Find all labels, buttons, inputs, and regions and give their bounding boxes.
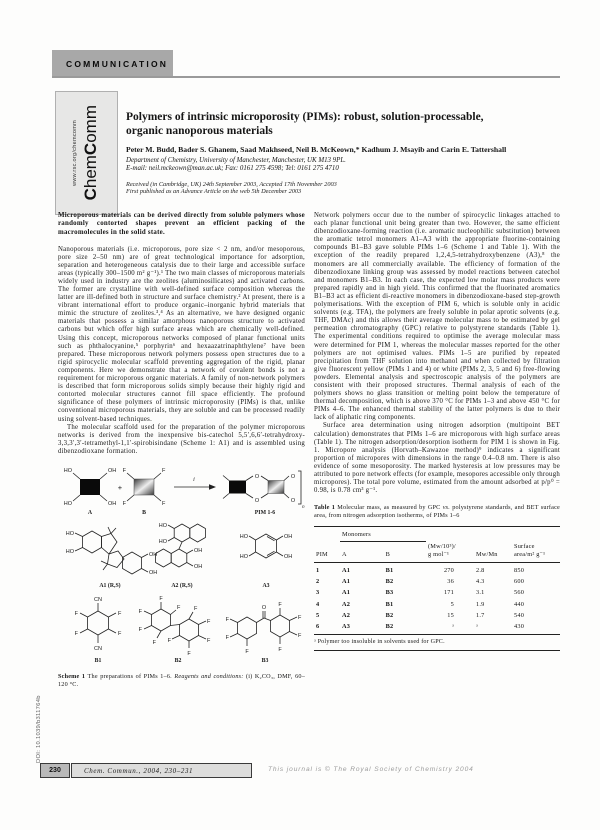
page-number-box: 230 <box>40 763 70 778</box>
atom-label: F <box>225 616 229 623</box>
atom-label: F <box>167 637 171 644</box>
atom-label: HO <box>63 467 72 474</box>
atom-label: F <box>118 630 122 637</box>
atom-label: OH <box>194 547 203 554</box>
atom-label: F <box>118 610 122 617</box>
logo-letter: omm <box>81 105 100 144</box>
cell-pim: 1 <box>316 566 320 574</box>
cell-b: B3 <box>385 589 394 597</box>
cell-area: 850 <box>514 566 525 574</box>
article-header <box>126 111 560 196</box>
scheme-caption-label: Scheme 1 <box>58 672 86 680</box>
structure-a3-tetrahydroxybenzene <box>240 534 293 589</box>
structure-label-a: A <box>87 509 93 516</box>
structure-label-b1: B1 <box>94 657 102 664</box>
cell-pim: 2 <box>316 578 320 586</box>
logo-letter: C <box>81 188 100 201</box>
cell-a: A2 <box>342 611 351 619</box>
atom-label: F <box>225 634 229 641</box>
cell-mw: 270 <box>443 566 454 574</box>
atom-label: F <box>74 630 78 637</box>
cell-area: 440 <box>514 600 525 608</box>
communication-kicker-tab: COMMUNICATION <box>52 50 173 78</box>
atom-label: CN <box>94 645 102 652</box>
table-row <box>314 577 560 588</box>
cell-pdi: 2.8 <box>476 566 485 574</box>
atom-label: HO <box>65 548 74 555</box>
cell-b: B1 <box>385 600 394 608</box>
cell-a: A1 <box>342 566 351 574</box>
table-header-spacer <box>474 526 512 541</box>
table-header-area-line2: area/m² g⁻¹ <box>514 550 546 558</box>
structure-b2-decafluorobiphenyl <box>139 596 211 664</box>
structure-a2-binaphthyl <box>156 523 206 589</box>
header-rule <box>52 76 560 78</box>
doi-vertical-text: DOI: 10.1039/b311764b <box>36 695 42 763</box>
atom-label: HO <box>239 553 248 560</box>
structure-label-pim: PIM 1-6 <box>254 509 276 516</box>
atom-label: OH <box>194 563 203 570</box>
cell-a: A1 <box>342 578 351 586</box>
body-paragraph: Network polymers occur due to the number of spirocyclic linkages attached to each planar functional unit being greater than two. However, the same efficient dibenzodioxane-forming reaction (i.e. aromatic nucleophilic substitution) between the aromatic tetrol monomers A1–A3 with the appropriate fluorine-containing compounds B1–B3 gave soluble PIMs 1–6 (Scheme 1 and Table 1). With the exception of the readily prepared 1,2,4,5-tetrahydroxybenzene (A3),⁸ the monomers are all commercially available. The efficiency of formation of the dibenzodioxane linking group was assessed by model reactions between catechol and monomers B1–B3. In each case, the expected low molar mass products were prepared rapidly and in high yield. This confirmed that the fluorinated aromatics B1–B3 act as efficient di-reactive monomers in dibenzodioxane-based step-growth polymerisations. With the exception of PIM 6, which is soluble only in acidic solvents (e.g. TFA), the polymers are freely soluble in polar aprotic solvents (e.g. THF, DMAc) and this allows their average molecular mass to be estimated by gel permeation chromatography (GPC) relative to polystyrene standards (Table 1). The experimental conditions required to optimise the average molecular mass were determined for PIM 1, whereas the molecular masses reported for the other polymers are not optimised values. PIMs 1–5 are purified by repeated precipitation from THF solution into methanol and when collected by filtration give fluorescent yellow (PIMs 1 and 4) or white (PIMs 2, 3, 5 and 6) free-flowing powders. Elemental analysis and spectroscopic analysis of the polymers are consistent with their proposed structures. Thermal analysis of each of the polymers shows no glass transition or melting point below the temperature of thermal decomposition, which is above 370 °C for PIMs 1–3 and above 450 °C for PIMs 4–6. The enhanced thermal stability of the latter polymers is due to their lack of aliphatic ring components. <box>314 212 560 422</box>
cell-mw: 15 <box>447 611 454 619</box>
journal-url: www.rsc.org/chemcomm <box>72 120 78 186</box>
cell-pdi: 1.7 <box>476 611 485 619</box>
journal-copyright-note: This journal is © The Royal Society of Chemistry 2004 <box>268 766 474 773</box>
chemcomm-logo <box>55 91 118 215</box>
cell-mw: 36 <box>447 578 454 586</box>
cell-pdi: 4.3 <box>476 578 485 586</box>
table-caption-text: polystyrene standards, and BET surface area, from nitrogen adsorption isotherms, of PIMs 1–6 <box>314 504 560 520</box>
body-paragraph: Nanoporous materials (i.e. microporous, pore size < 2 nm, and/or mesoporous, pore size 2–50 nm) are of great technological importance for adsorption, separation and heterogeneous catalysis due to their large and accessible surface areas (typically 300–1500 m² g⁻¹).¹ The two main classes of microporous materials widely used in industry are the zeolites (aluminosilicates) and activated carbons. The former are crystalline with well-defined surface composition whereas the latter are ill-defined both in structure and surface chemistry.² At present, there is a vibrant international effort to produce organic–inorganic hybrid materials that mimic the structure of zeolites.³,⁴ As an alternative, we have designed organic materials that possess a similar amorphous nanoporous structure to activated carbons but which offer high surface areas which are chemically well-defined. Using this concept, microporous networks composed of planar functional units such as phthalocyanine,⁵ porphyrin⁶ and hexaazatrinaphthylene⁷ have been prepared. These microporous network polymers possess open structures due to a rigid spirocyclic molecular scaffold preventing aggregation of the rigid, planar components. Here we demonstrate that a network of covalent bonds is not a requirement for microporous organic materials. A family of non-network polymers is described that form microporous solids simply because their highly rigid and contorted molecular structures cannot fill space efficiently. The profound significance of these polymers of intrinsic microporosity (PIMs) is that, unlike conventional microporous materials, they are soluble and can be processed readily using solvent-based techniques. <box>58 245 305 423</box>
atom-label: OH <box>108 500 117 507</box>
structure-label-b3: B3 <box>261 657 269 664</box>
atom-label: F <box>138 608 142 615</box>
scheme-b-monomers-row <box>58 590 305 668</box>
table-header-a: A <box>340 541 384 562</box>
published-line: First published as an Advance Article on the web 5th December 2003 <box>126 188 302 196</box>
body-paragraph: Surface area determination using nitrogen adsorption (multipoint BET calculation) demonstrates that PIMs 1–6 are microporous with high surface areas (Table 1). The nitrogen adsorption/desorption isotherm for PIM 1 is shown in Fig. 1. Micropore analysis (Horvath–Kawazoe method)⁹ indicates a significant proportion of micropores with dimensions in the range 0.4–0.8 nm. There is also evidence of some mesoporosity. The marked hysteresis at low pressures may be attributed to pore network effects (for example, mesopores accessible only through micropores). The total pore volume, estimated from the amount adsorbed at p/p⁰ = 0.98, is 0.78 cm³ g⁻¹. <box>314 422 560 495</box>
atom-label: F <box>122 467 126 474</box>
atom-label: OH <box>284 553 293 560</box>
atom-label: CN <box>94 596 102 603</box>
atom-label: F <box>152 639 156 646</box>
cell-area: 430 <box>512 622 560 635</box>
table-row <box>314 588 560 599</box>
atom-label: O <box>290 473 296 480</box>
structure-a1-spirobisindane <box>66 527 158 589</box>
structure-label-a3: A3 <box>262 582 270 589</box>
table-header-spacer <box>512 526 560 541</box>
cell-pim: 3 <box>316 589 320 597</box>
title-line-1: Polymers of intrinsic microporosity (PIMs): robust, solution-processable, <box>126 111 484 123</box>
table-caption-vs: vs. <box>442 504 451 512</box>
atom-label: F <box>187 650 191 657</box>
structure-label-a2: A2 (R,S) <box>171 582 193 589</box>
atom-label: F <box>138 626 142 633</box>
atom-label: F <box>207 637 211 644</box>
atom-label: O <box>261 604 267 611</box>
atom-label: F <box>162 500 166 507</box>
table-1 <box>314 526 560 651</box>
cell-mw: 171 <box>443 589 454 597</box>
cell-b: B2 <box>385 611 394 619</box>
logo-letter: C <box>81 143 100 156</box>
cell-a: A2 <box>342 600 351 608</box>
table-header-mw-line1: (Mw/10³)/ <box>428 542 456 550</box>
table-header-spacer <box>314 526 340 541</box>
table-header-pim: PIM <box>314 541 340 562</box>
atom-label: F <box>162 467 166 474</box>
cell-b: B1 <box>385 566 394 574</box>
atom-label: F <box>74 610 78 617</box>
journal-logo-text <box>81 105 101 200</box>
cell-pdi: 1.9 <box>476 600 485 608</box>
atom-label: O <box>290 497 296 504</box>
body-paragraph: The molecular scaffold used for the preparation of the polymer microporous networks is derived from the inexpensive bis-catechol 5,5′,6,6′-tetrahydroxy-3,3,3′,3′-tetramethyl-1,1′-spirobisindane (Scheme 1: A1) and is assembled using dibenzodioxane formation. <box>58 423 305 455</box>
atom-label: OH <box>108 467 117 474</box>
atom-label: F <box>122 500 126 507</box>
structure-b1-tetrafluoroterephthalonitrile <box>75 597 122 664</box>
author-list: Peter M. Budd, Bader S. Ghanem, Saad Makhseed, Neil B. McKeown,* Kadhum J. Msayib and Carin E. Tattershall <box>126 145 507 154</box>
atom-label: F <box>278 646 282 653</box>
atom-label: F <box>194 605 198 612</box>
table-header-area-line1: Surface <box>514 542 535 550</box>
contact-line: E-mail: neil.mckeown@man.ac.uk; Fax: 0161 275 4598; Tel: 0161 275 4710 <box>126 165 339 173</box>
reaction-condition-label: i <box>193 476 195 483</box>
structure-label-b2: B2 <box>174 657 182 664</box>
affiliation: Department of Chemistry, University of Manchester, Manchester, UK M13 9PL. <box>126 157 346 165</box>
logo-letter: hem <box>81 155 100 189</box>
atom-label: HO <box>158 522 167 529</box>
cell-mw: 5 <box>450 600 454 608</box>
received-block <box>126 181 560 197</box>
atom-label: O <box>254 497 260 504</box>
page-title <box>126 111 560 138</box>
left-column <box>58 212 305 689</box>
title-line-2: organic nanoporous materials <box>126 124 273 137</box>
structure-label-b: B <box>142 509 146 516</box>
plus-sign: + <box>117 482 123 492</box>
table-header-mw <box>426 541 474 562</box>
atom-label: HO <box>63 500 72 507</box>
atom-label: F <box>298 614 302 621</box>
cell-pim: 5 <box>316 611 320 619</box>
abstract: Microporous materials can be derived directly from soluble polymers whose randomly contorted shapes prevent an efficient packing of the macromolecules in the solid state. <box>58 212 305 236</box>
reaction-arrow <box>174 477 216 490</box>
cell-pdi: 3.1 <box>476 589 485 597</box>
table-row <box>314 610 560 621</box>
scheme-caption <box>58 673 305 689</box>
table-caption-text: Molecular mass, as measured by GPC <box>335 504 443 512</box>
monomer-b-generic-structure <box>123 468 166 516</box>
cell-b: B2 <box>384 622 426 635</box>
cell-area: 560 <box>514 589 525 597</box>
cell-mw: ᵃ <box>426 622 474 635</box>
atom-label: HO <box>65 530 74 537</box>
table-1-block <box>314 504 560 651</box>
table-caption <box>314 504 560 520</box>
table-header-spacer <box>426 526 474 541</box>
atom-label: F <box>207 618 211 625</box>
table-header-mw-line2: g mol⁻¹ <box>428 550 450 558</box>
table-row <box>314 622 560 635</box>
scheme-reaction-row <box>58 462 305 516</box>
table-footnote: ᵃ Polymer too insoluble in solvents used for GPC. <box>314 635 560 651</box>
cell-area: 540 <box>514 611 525 619</box>
repeat-subscript: n <box>302 503 305 509</box>
atom-label: F <box>278 601 282 608</box>
structure-b3-decafluorobenzophenone <box>226 602 302 664</box>
atom-label: F <box>245 648 249 655</box>
received-line: Received (in Cambridge, UK) 24th September 2003, Accepted 17th November 2003 <box>126 180 337 188</box>
table-row <box>314 562 560 576</box>
right-column <box>314 212 560 651</box>
citation-box: Chem. Commun., 2004, 230–231 <box>71 763 252 778</box>
atom-label: O <box>254 473 260 480</box>
atom-label: F <box>177 604 181 611</box>
cell-b: B2 <box>385 578 394 586</box>
scheme-caption-conditions: Reagents and conditions: <box>174 672 244 680</box>
cell-area: 600 <box>514 578 525 586</box>
scheme-1-figure <box>58 462 305 689</box>
atom-label: F <box>159 595 163 602</box>
cell-a: A3 <box>340 622 384 635</box>
table-header-monomers: Monomers <box>340 526 426 541</box>
scheme-a-monomers-row <box>58 516 305 590</box>
pim-repeat-unit-structure <box>223 471 305 516</box>
atom-label: F <box>298 632 302 639</box>
table-header-area <box>512 541 560 562</box>
scheme-caption-text: (i) K₂CO₃, DMF, 60–120 °C. <box>58 672 305 688</box>
scheme-caption-text: The preparations of PIMs 1–6. <box>85 672 175 680</box>
table-caption-label: Table 1 <box>314 504 336 512</box>
cell-pim: 4 <box>316 600 320 608</box>
table-header-b: B <box>384 541 426 562</box>
atom-label: HO <box>239 533 248 540</box>
table-footnote-row <box>314 635 560 651</box>
cell-pim: 6 <box>314 622 340 635</box>
atom-label: OH <box>149 569 158 576</box>
cell-pdi: ᵃ <box>474 622 512 635</box>
table-header-pdi: Mw/Mn <box>474 541 512 562</box>
structure-label-a1: A1 (R,S) <box>99 582 121 589</box>
table-row <box>314 599 560 610</box>
atom-label: OH <box>284 533 293 540</box>
cell-a: A1 <box>342 589 351 597</box>
monomer-a-generic-structure <box>64 468 117 516</box>
atom-label: OH <box>149 551 158 558</box>
atom-label: HO <box>158 538 167 545</box>
